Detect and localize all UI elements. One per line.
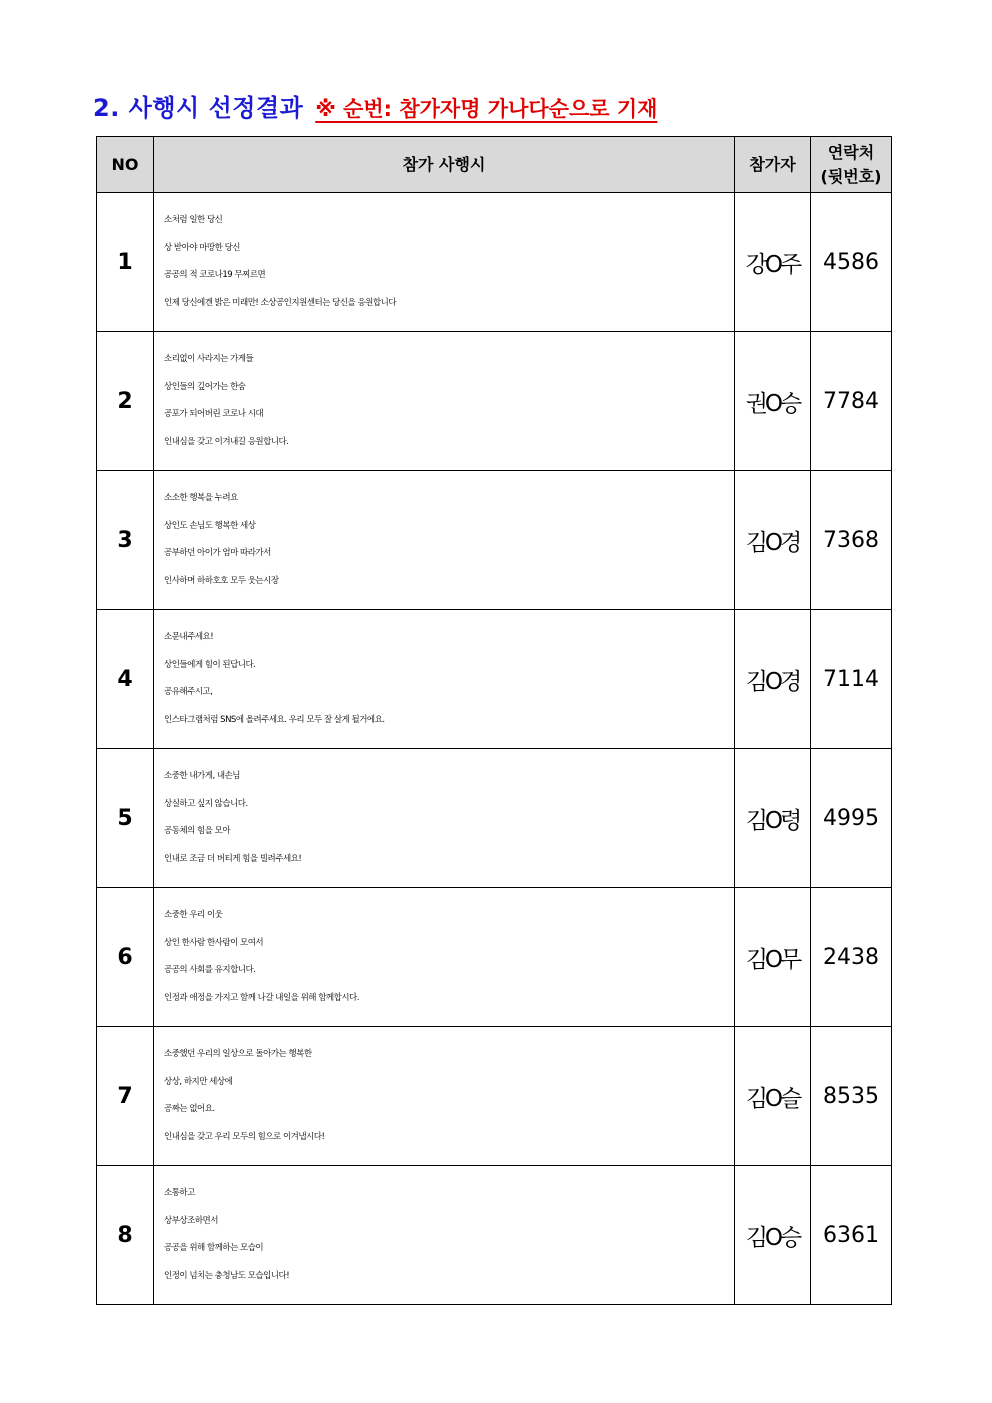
sort-note: ※ 순번: 참가자명 가나다순으로 기재 — [315, 97, 658, 121]
header-participant: 참가자 — [735, 137, 811, 193]
row-number: 4 — [97, 610, 154, 749]
participant-name: 김O무 — [735, 888, 811, 1027]
poem-line: 소리없이 사라지는 가게들 — [164, 354, 254, 364]
row-number: 1 — [97, 193, 154, 332]
section-title: 2. 사행시 선정결과 — [93, 94, 304, 122]
table-row — [97, 610, 892, 749]
poem-line: 상인들의 깊어가는 한숨 — [164, 381, 246, 392]
section-heading — [93, 88, 657, 124]
poem-cell — [154, 193, 735, 332]
participant-name: 강O주 — [735, 193, 811, 332]
poem-line: 상부상조하면서 — [164, 1215, 218, 1226]
table-header-row — [97, 137, 892, 193]
poem-line: 공부하던 아이가 엄마 따라가서 — [164, 548, 271, 558]
poem-line: 소중했던 우리의 일상으로 돌아가는 행복한 — [164, 1049, 312, 1059]
poem-line: 인내로 조금 더 버티게 힘을 빌려주세요! — [164, 853, 302, 864]
contact-number: 6361 — [811, 1166, 892, 1305]
poem-line: 상 받아야 마땅한 당신 — [164, 242, 241, 253]
poem-line: 인정이 넘치는 충청남도 모습입니다! — [164, 1270, 290, 1281]
poem-line: 상인들에게 힘이 된답니다. — [164, 659, 256, 670]
poem-line: 소소한 행복을 누려요 — [164, 493, 238, 503]
table-row — [97, 888, 892, 1027]
poem-line: 공공의 적 코로나19 무찌르면 — [164, 270, 266, 280]
poem-cell — [154, 888, 735, 1027]
poem-cell — [154, 610, 735, 749]
poem-cell — [154, 1027, 735, 1166]
poem-line: 인제 당신에겐 밝은 미래만! 소상공인지원센터는 당신을 응원합니다 — [164, 297, 397, 308]
participant-name: 권O승 — [735, 332, 811, 471]
poem-line: 공공의 사회를 유지합니다. — [164, 965, 256, 975]
contact-number: 8535 — [811, 1027, 892, 1166]
results-table — [96, 136, 892, 1305]
poem-line: 상실하고 싶지 않습니다. — [164, 798, 248, 809]
table-row — [97, 471, 892, 610]
poem-line: 공동체의 힘을 모아 — [164, 826, 231, 836]
row-number: 5 — [97, 749, 154, 888]
row-number: 6 — [97, 888, 154, 1027]
header-no: NO — [97, 137, 154, 193]
poem-line: 소중한 우리 이웃 — [164, 910, 223, 920]
poem-cell — [154, 1166, 735, 1305]
header-contact-line2: (뒷번호) — [820, 166, 882, 186]
poem-cell — [154, 749, 735, 888]
poem-line: 소처럼 일한 당신 — [164, 215, 223, 225]
contact-number: 2438 — [811, 888, 892, 1027]
row-number: 2 — [97, 332, 154, 471]
poem-line: 상인 한사람 한사람이 모여서 — [164, 937, 264, 948]
poem-line: 인스타그램처럼 SNS에 올려주세요. 우리 모두 잘 살게 될거에요. — [164, 714, 385, 725]
poem-line: 인내심을 갖고 우리 모두의 힘으로 이겨냅시다! — [164, 1131, 325, 1142]
participant-name: 김O슬 — [735, 1027, 811, 1166]
poem-line: 상인도 손님도 행복한 세상 — [164, 520, 256, 531]
participant-name: 김O경 — [735, 471, 811, 610]
poem-line: 공짜는 없어요. — [164, 1104, 215, 1114]
participant-name: 김O령 — [735, 749, 811, 888]
table-row — [97, 1027, 892, 1166]
row-number: 8 — [97, 1166, 154, 1305]
poem-line: 공공을 위해 함께하는 모습이 — [164, 1243, 264, 1253]
table-row — [97, 332, 892, 471]
poem-cell — [154, 332, 735, 471]
contact-number: 7368 — [811, 471, 892, 610]
poem-line: 공포가 되어버린 코로나 시대 — [164, 409, 264, 419]
table-row — [97, 1166, 892, 1305]
poem-line: 소문내주세요! — [164, 632, 214, 642]
poem-line: 공유해주시고, — [164, 687, 213, 697]
poem-line: 인사하며 하하호호 모두 웃는시장 — [164, 575, 279, 586]
poem-line: 상상, 하지만 세상에 — [164, 1076, 233, 1087]
participant-name: 김O경 — [735, 610, 811, 749]
row-number: 3 — [97, 471, 154, 610]
poem-line: 소중한 내가게, 내손님 — [164, 771, 241, 781]
contact-number: 7114 — [811, 610, 892, 749]
table-row — [97, 193, 892, 332]
contact-number: 4586 — [811, 193, 892, 332]
poem-line: 소통하고 — [164, 1188, 195, 1198]
poem-cell — [154, 471, 735, 610]
poem-line: 인내심을 갖고 이겨내길 응원합니다. — [164, 436, 289, 447]
header-contact-line1: 연락처 — [827, 142, 875, 162]
poem-line: 인정과 애정을 가지고 함께 나갈 내일을 위해 함께합시다. — [164, 992, 359, 1003]
row-number: 7 — [97, 1027, 154, 1166]
contact-number: 7784 — [811, 332, 892, 471]
contact-number: 4995 — [811, 749, 892, 888]
table-row — [97, 749, 892, 888]
header-poem: 참가 사행시 — [154, 137, 735, 193]
header-contact — [811, 137, 892, 193]
participant-name: 김O승 — [735, 1166, 811, 1305]
